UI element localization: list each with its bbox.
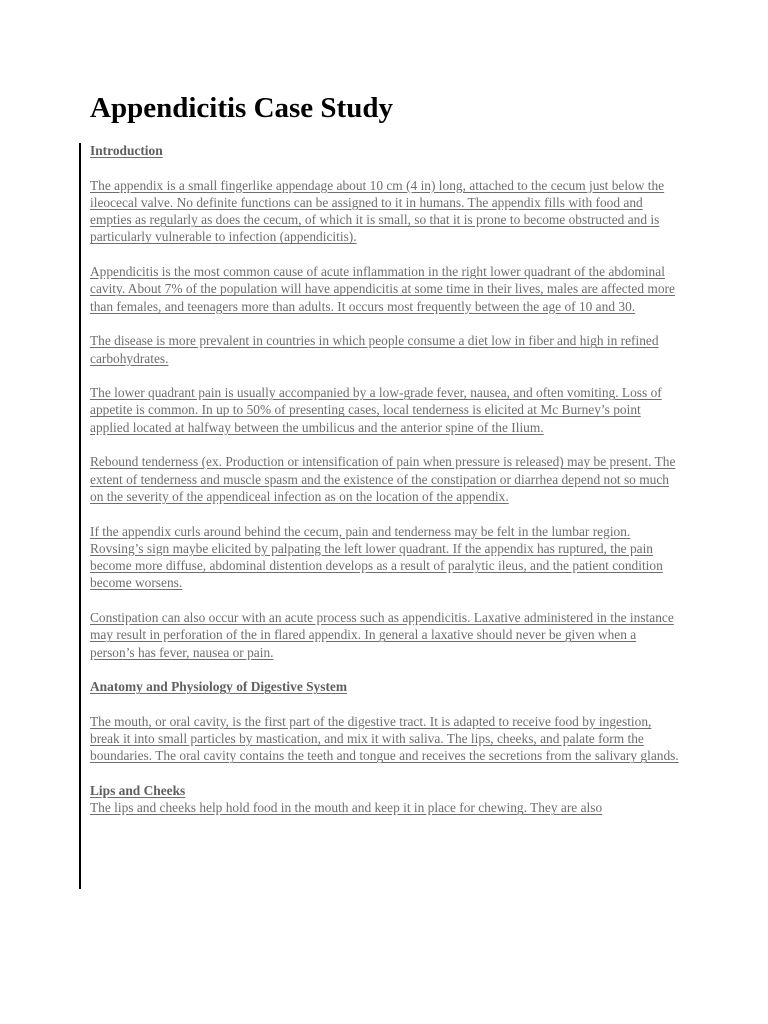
paragraph-oral-cavity: The mouth, or oral cavity, is the first part of the digestive tract. It is adapted to receive food by ingestion, break it into small particles by mastication, and mix it with saliva. The lips, cheeks, and palate form the boundaries. The oral cavity contains the teeth and tongue and receives the secretions from the salivary glands. xyxy=(90,713,679,764)
paragraph-rovsings-sign: If the appendix curls around behind the cecum, pain and tenderness may be felt in the lumbar region. Rovsing’s sign maybe elicited by palpating the left lower quadrant. If the appendix has ruptured, the pain become more diffuse, abdominal distention develops as a result of paralytic ileus, and the patient condition become worsens. xyxy=(90,523,663,591)
paragraph-lips-cheeks: The lips and cheeks help hold food in the mouth and keep it in place for chewing. They are also xyxy=(90,800,603,816)
paragraph-rebound-tenderness: Rebound tenderness (ex. Production or intensification of pain when pressure is released) may be present. The extent of tenderness and muscle spasm and the existence of the constipation or diarrhea depend not so much on the severity of the appendiceal infection as on the location of the appendix. xyxy=(90,454,676,504)
paragraph-appendix-description: The appendix is a small fingerlike appendage about 10 cm (4 in) long, attached to the cecum just below the ileocecal valve. No definite functions can be assigned to it in humans. The appendix fills with food and empties as regularly as does the cecum, of which it is small, so that it is prone to become obstructed and is particularly vulnerable to infection (appendicitis). xyxy=(90,177,665,245)
section-heading-lips-cheeks: Lips and Cheeks xyxy=(90,782,186,798)
paragraph-diet-factors: The disease is more prevalent in countries in which people consume a diet low in fiber and high in refined carbohydrates. xyxy=(90,333,659,366)
paragraph-appendicitis-prevalence: Appendicitis is the most common cause of acute inflammation in the right lower quadrant of the abdominal cavity. About 7% of the population will have appendicitis at some time in their lives, males are affected more than females, and teenagers more than adults. It occurs most frequently between the age of 10 and 30. xyxy=(90,264,675,314)
document-body xyxy=(90,142,682,834)
section-heading-anatomy: Anatomy and Physiology of Digestive System xyxy=(90,679,348,695)
paragraph-lower-quadrant-pain: The lower quadrant pain is usually accompanied by a low-grade fever, nausea, and often vomiting. Loss of appetite is common. In up to 50% of presenting cases, local tenderness is elicited at Mc Burney’s point applied located at halfway between the umbilicus and the anterior spine of the Ilium. xyxy=(90,385,662,435)
section-heading-introduction: Introduction xyxy=(90,143,163,158)
paragraph-constipation: Constipation can also occur with an acute process such as appendicitis. Laxative administered in the instance may result in perforation of the in flared appendix. In general a laxative should never be given when a person’s has fever, nausea or pain. xyxy=(90,610,674,660)
revision-change-bar xyxy=(79,143,81,889)
document-title: Appendicitis Case Study xyxy=(90,92,393,124)
